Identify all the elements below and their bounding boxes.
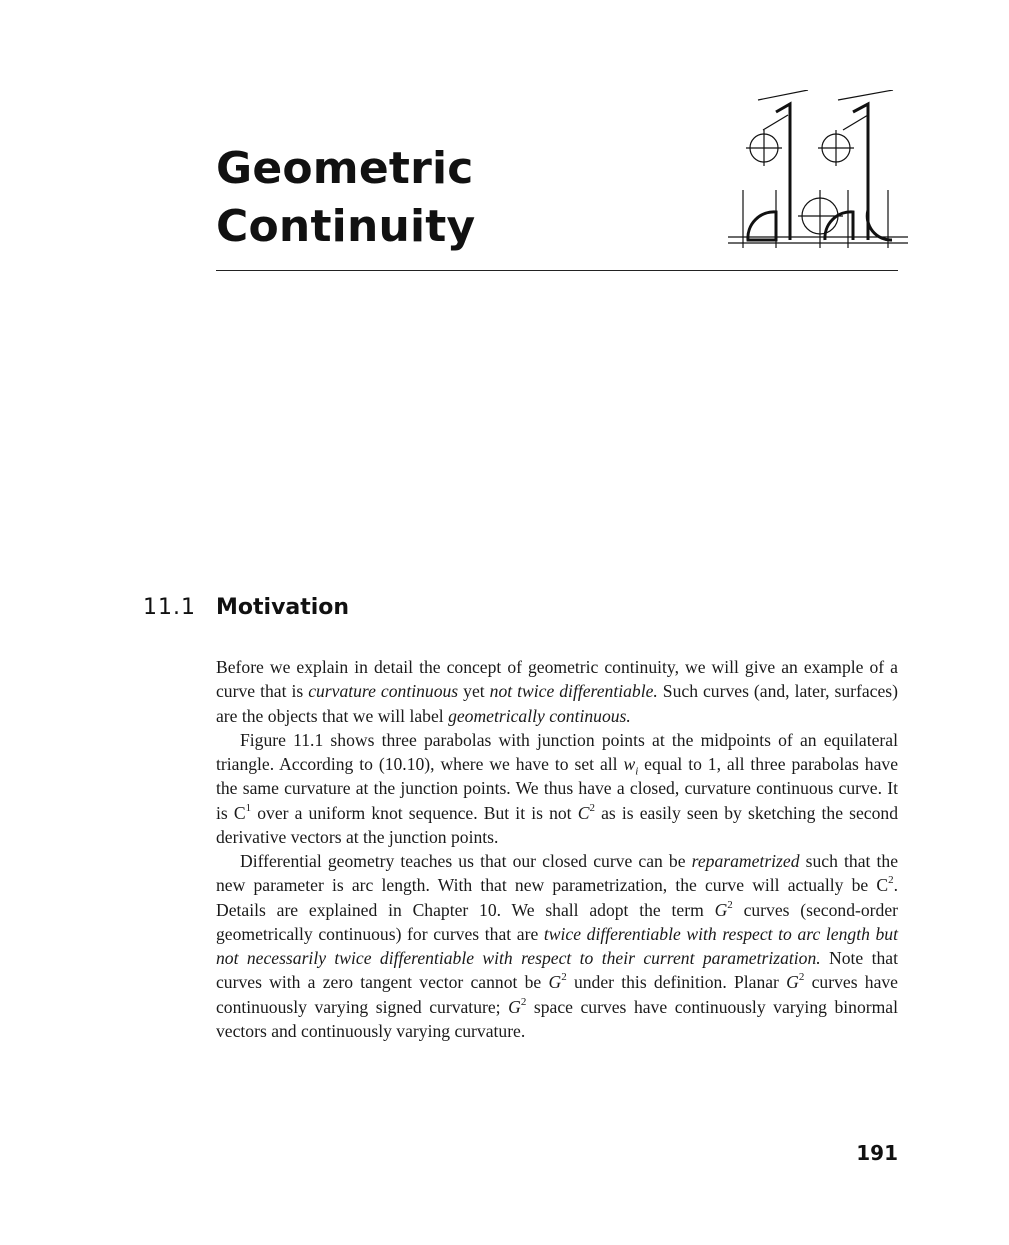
paragraph-2: Figure 11.1 shows three parabolas with junction points at the midpoints of an equilateral triangle. According to (10.10), where we have to set all $w_i$ equal to 1, all three parabolas have the same curvature at the junction points. We thus have a closed, curvature continuous curve. It is $C^1$ over a uniform knot sequence. But it is not $C^2$ as is easily seen by sketching the second derivative vectors at the junction points. (216, 729, 899, 847)
section-number: 11.1 (143, 595, 196, 620)
section-title: Motivation (216, 595, 350, 620)
chapter-number-drawing (728, 90, 908, 250)
chapter-number-ornament (728, 90, 908, 250)
section-heading (143, 592, 349, 623)
title-rule (216, 270, 898, 271)
paragraph-3: Differential geometry teaches us that our closed curve can be reparametrized such that the new parameter is arc length. With that new parametrization, the curve will actually be $C^2$. Details are explained in Chapter 10. We shall adopt the term $G^2$ curves (second-order geometrically continuous) for curves that are twice differentiable with respect to arc length but not necessarily twice differentiable with respect to their current parametrization. Note that curves with a zero tangent vector cannot be $G^2$ under this definition. Planar $G^2$ curves have continuously varying signed curvature; $G^2$ space curves have continuously varying binormal vectors and continuously varying curvature. (216, 851, 898, 1041)
paragraph-1: Before we explain in detail the concept of geometric continuity, we will give an example of a curve that is curvature continuous yet not twice differentiable. Such curves (and, later, surfaces) are the objects that we will label geometrically continuous. (216, 657, 899, 726)
body-text (216, 655, 898, 1043)
page-number: 191 (856, 1141, 898, 1165)
chapter-title-line-1: Geometric (216, 143, 474, 194)
chapter-title-line-2: Continuity (216, 201, 476, 252)
chapter-title (216, 140, 475, 256)
